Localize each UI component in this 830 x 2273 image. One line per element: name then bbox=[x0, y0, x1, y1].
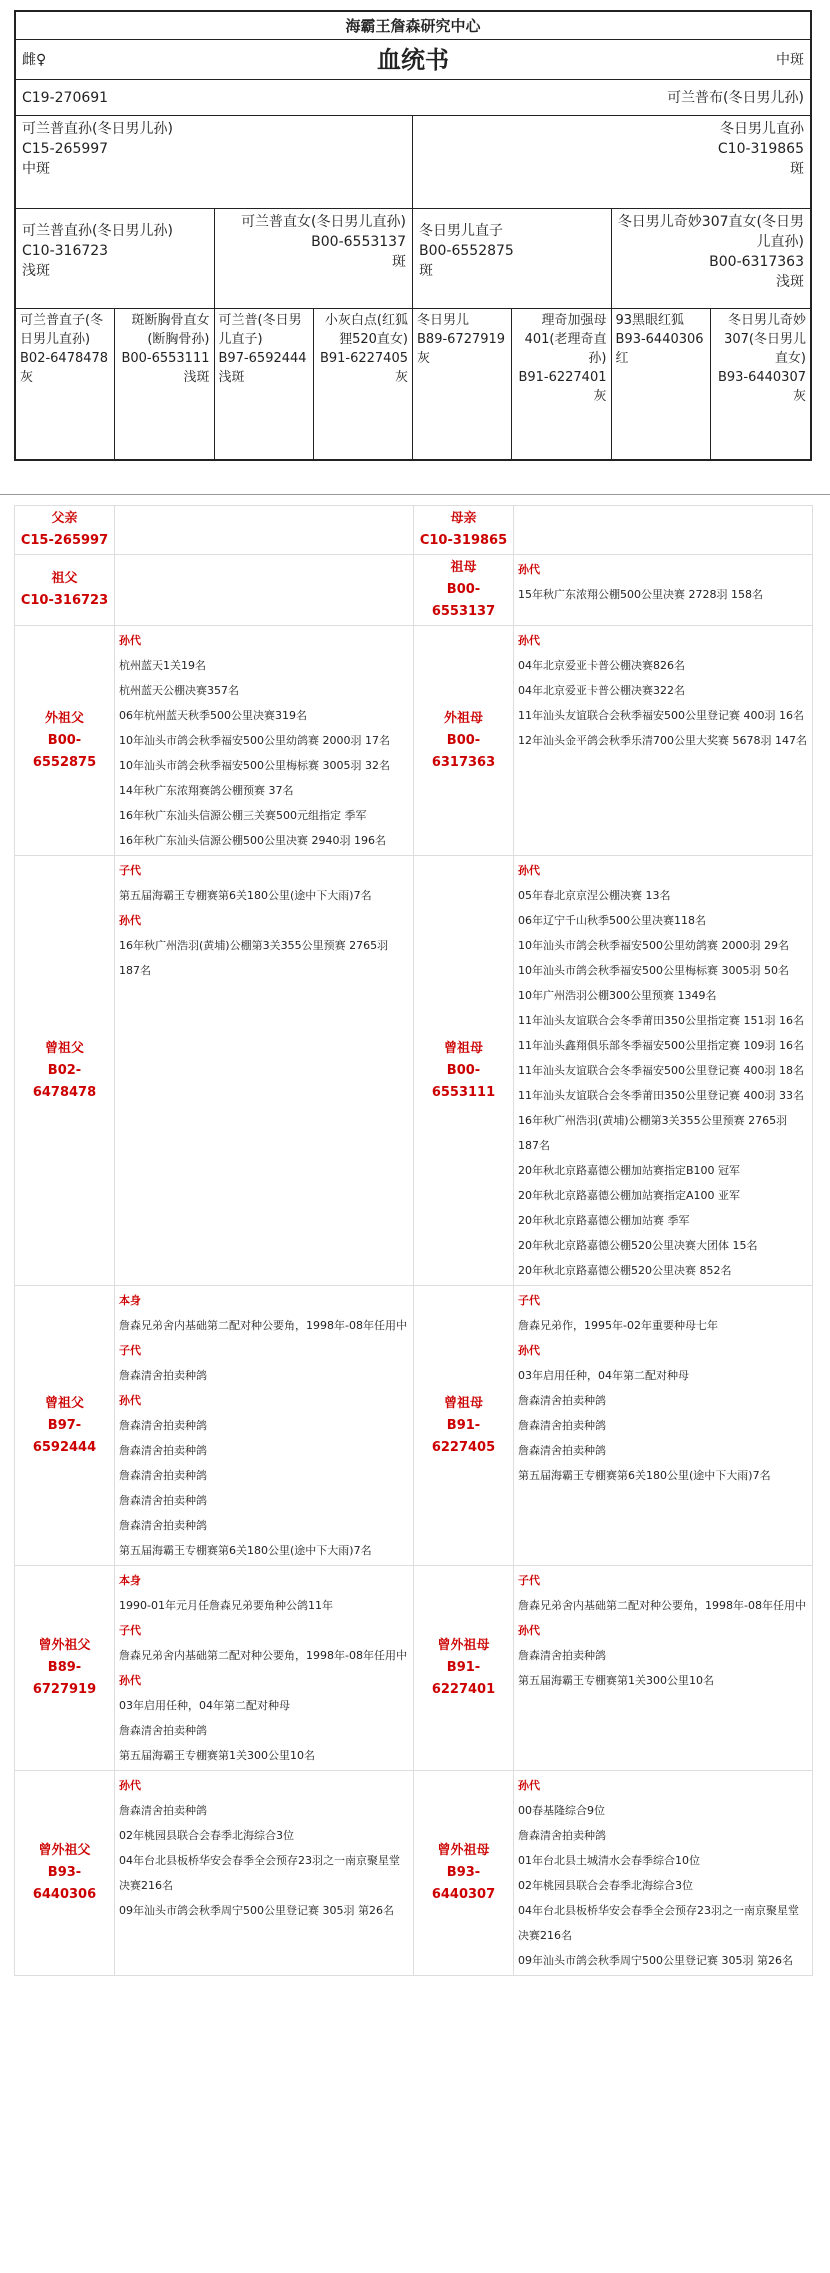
achievement-item: 14年秋广东浓翔赛鸽公棚预赛 37名 bbox=[119, 784, 294, 797]
gen2-cell bbox=[413, 209, 612, 308]
achievement-item: 10年汕头市鸽会秋季福安500公里梅标赛 3005羽 50名 bbox=[518, 964, 789, 977]
ancestor-name: 可兰普直女(冬日男儿直孙) bbox=[241, 214, 406, 230]
gen3-cell bbox=[413, 309, 512, 459]
achievement-item: 16年秋广州浩羽(黄埔)公棚第3关355公里预赛 2765羽 187名 bbox=[119, 939, 389, 977]
ancestor-role: 曾祖父 bbox=[44, 1040, 84, 1056]
achievement-item: 16年秋广州浩羽(黄埔)公棚第3关355公里预赛 2765羽 187名 bbox=[518, 1114, 788, 1152]
achievement-item: 11年汕头友谊联合会秋季福安500公里登记赛 400羽 16名 bbox=[518, 709, 804, 722]
ancestor-color: 灰 bbox=[593, 389, 607, 404]
document-title: 血统书 bbox=[376, 46, 449, 73]
ancestor-ring: B93-6440307 bbox=[431, 1865, 496, 1902]
section-heading: 孙代 bbox=[119, 634, 141, 647]
section-heading: 孙代 bbox=[119, 1394, 141, 1407]
subject-row bbox=[16, 80, 810, 116]
ancestor-label bbox=[414, 856, 514, 1286]
achievement-item: 杭州蓝天1关19名 bbox=[119, 659, 206, 672]
ancestor-ring: B91-6227405 bbox=[319, 351, 408, 366]
achievement-list bbox=[115, 1566, 414, 1771]
gen3-cell bbox=[711, 309, 810, 459]
ancestor-color: 浅斑 bbox=[218, 370, 245, 385]
achievement-item: 09年汕头市鸽会秋季周宁500公里登记赛 305羽 第26名 bbox=[518, 1954, 793, 1967]
gen2-row bbox=[16, 209, 810, 309]
ancestor-label bbox=[15, 856, 115, 1286]
ancestor-label bbox=[15, 506, 115, 555]
ancestor-label bbox=[15, 1286, 115, 1566]
achievement-item: 10年汕头市鸽会秋季福安500公里幼鸽赛 2000羽 17名 bbox=[119, 734, 390, 747]
achievement-item: 詹森清舍拍卖种鸽 bbox=[119, 1519, 207, 1532]
gen3-cell bbox=[215, 309, 314, 459]
achievement-item: 詹森清舍拍卖种鸽 bbox=[119, 1804, 207, 1817]
achievement-item: 第五届海霸王专棚赛第6关180公里(途中下大雨)7名 bbox=[119, 1544, 372, 1557]
ancestor-ring: B93-6440306 bbox=[615, 332, 704, 347]
section-heading: 孙代 bbox=[119, 1674, 141, 1687]
ancestor-ring: B91-6227401 bbox=[431, 1660, 496, 1697]
ancestor-label bbox=[15, 626, 115, 856]
achievement-item: 10年汕头市鸽会秋季福安500公里梅标赛 3005羽 32名 bbox=[119, 759, 390, 772]
ancestor-label bbox=[15, 1566, 115, 1771]
sex-label: 雌♀ bbox=[22, 51, 47, 68]
achievement-item: 11年汕头鑫翔俱乐部冬季福安500公里指定赛 109羽 16名 bbox=[518, 1039, 804, 1052]
org-row bbox=[16, 12, 810, 40]
color-label: 中斑 bbox=[775, 51, 804, 68]
section-heading: 孙代 bbox=[119, 1779, 141, 1792]
section-heading: 孙代 bbox=[518, 563, 540, 576]
ancestor-label bbox=[414, 1286, 514, 1566]
achievement-item: 詹森兄弟舍内基础第二配对种公要角，1998年-08年任用中 bbox=[518, 1599, 806, 1612]
achievement-list bbox=[115, 506, 414, 555]
ancestor-role: 父亲 bbox=[51, 511, 78, 526]
ancestor-role: 曾外祖父 bbox=[38, 1843, 91, 1858]
ancestor-label bbox=[15, 1771, 115, 1976]
ancestor-ring: B00-6553111 bbox=[121, 351, 210, 366]
achievement-item: 05年春北京京涅公棚决赛 13名 bbox=[518, 889, 671, 902]
achievement-item: 詹森清舍拍卖种鸽 bbox=[119, 1494, 207, 1507]
gen3-cell bbox=[16, 309, 115, 459]
section-heading: 子代 bbox=[119, 864, 141, 877]
achievement-item: 01年台北县土城清水会春季综合10位 bbox=[518, 1854, 700, 1867]
achievement-item: 詹森清舍拍卖种鸽 bbox=[518, 1419, 606, 1432]
gen3-cell bbox=[512, 309, 611, 459]
achievement-item: 20年秋北京路嘉德公棚加站赛指定B100 冠军 bbox=[518, 1164, 741, 1177]
achievement-item: 12年汕头金平鸽会秋季乐清700公里大奖赛 5678羽 147名 bbox=[518, 734, 807, 747]
ancestor-role: 祖母 bbox=[450, 560, 477, 575]
achievement-item: 10年广州浩羽公棚300公里预赛 1349名 bbox=[518, 989, 717, 1002]
ancestor-name: 冬日男儿 bbox=[417, 313, 470, 328]
ancestor-role: 曾外祖父 bbox=[38, 1638, 91, 1653]
ancestor-color: 斑 bbox=[419, 263, 433, 279]
ancestor-name: 冬日男儿奇妙307(冬日男儿直女) bbox=[724, 313, 806, 366]
section-heading: 子代 bbox=[119, 1344, 141, 1357]
achievement-list bbox=[514, 1771, 813, 1976]
ancestor-color: 斑 bbox=[392, 254, 406, 270]
detail-row bbox=[15, 555, 813, 626]
ancestor-ring: B02-6478478 bbox=[20, 351, 109, 366]
ancestor-name: 可兰普(冬日男儿直子) bbox=[218, 313, 302, 347]
detail-row bbox=[15, 1286, 813, 1566]
ancestor-name: 93黑眼红狐 bbox=[615, 313, 685, 328]
achievement-item: 詹森清舍拍卖种鸽 bbox=[119, 1444, 207, 1457]
detail-row bbox=[15, 856, 813, 1286]
achievement-item: 04年台北县板桥华安会春季全会预存23羽之一南京聚星堂决赛216名 bbox=[518, 1904, 799, 1942]
ancestor-color: 灰 bbox=[417, 351, 431, 366]
ancestor-name: 冬日男儿奇妙307直女(冬日男儿直孙) bbox=[617, 214, 804, 250]
ancestor-ring: B91-6227401 bbox=[518, 370, 607, 385]
ancestor-ring: B02-6478478 bbox=[32, 1062, 97, 1100]
achievement-item: 第五届海霸王专棚赛第6关180公里(途中下大雨)7名 bbox=[518, 1469, 771, 1482]
achievement-list bbox=[115, 555, 414, 626]
achievement-item: 06年辽宁千山秋季500公里决赛118名 bbox=[518, 914, 706, 927]
achievement-item: 第五届海霸王专棚赛第1关300公里10名 bbox=[119, 1749, 315, 1762]
achievement-item: 11年汕头友谊联合会冬季莆田350公里登记赛 400羽 33名 bbox=[518, 1089, 804, 1102]
ancestor-label bbox=[414, 506, 514, 555]
ancestor-ring: B91-6227405 bbox=[431, 1417, 496, 1455]
achievement-item: 15年秋广东浓翔公棚500公里决赛 2728羽 158名 bbox=[518, 588, 763, 601]
ancestor-ring: B00-6553111 bbox=[431, 1062, 496, 1100]
achievement-item: 第五届海霸王专棚赛第1关300公里10名 bbox=[518, 1674, 714, 1687]
ancestor-role: 曾祖父 bbox=[44, 1395, 84, 1411]
section-heading: 孙代 bbox=[518, 634, 540, 647]
divider bbox=[0, 494, 830, 495]
ancestor-ring: C10-316723 bbox=[20, 593, 109, 608]
gen3-cell bbox=[612, 309, 711, 459]
section-heading: 子代 bbox=[518, 1294, 540, 1307]
ancestor-role: 母亲 bbox=[450, 511, 477, 526]
ancestor-role: 祖父 bbox=[51, 571, 78, 586]
achievement-item: 20年秋北京路嘉德公棚520公里决赛大团体 15名 bbox=[518, 1239, 758, 1252]
subject-name: 可兰普布(冬日男儿孙) bbox=[667, 89, 804, 106]
achievement-item: 詹森清舍拍卖种鸽 bbox=[119, 1369, 207, 1382]
ancestor-color: 灰 bbox=[792, 389, 806, 404]
dam-color: 斑 bbox=[790, 161, 804, 177]
section-heading: 本身 bbox=[119, 1574, 141, 1587]
gen2-cell bbox=[16, 209, 215, 308]
achievement-list bbox=[514, 856, 813, 1286]
ancestor-color: 灰 bbox=[20, 370, 34, 385]
ancestor-label bbox=[414, 626, 514, 856]
detail-row bbox=[15, 1771, 813, 1976]
achievement-item: 00春基隆综合9位 bbox=[518, 1804, 605, 1817]
ancestor-ring: C10-319865 bbox=[419, 533, 508, 548]
achievement-item: 詹森清舍拍卖种鸽 bbox=[518, 1829, 606, 1842]
achievement-item: 03年启用任种，04年第二配对种母 bbox=[518, 1369, 689, 1382]
achievement-item: 20年秋北京路嘉德公棚520公里决赛 852名 bbox=[518, 1264, 732, 1277]
ancestor-ring: B00-6552875 bbox=[419, 243, 514, 259]
section-heading: 孙代 bbox=[518, 1344, 540, 1357]
achievement-item: 09年汕头市鸽会秋季周宁500公里登记赛 305羽 第26名 bbox=[119, 1904, 394, 1917]
achievement-item: 04年北京爱亚卡普公棚决赛322名 bbox=[518, 684, 685, 697]
achievement-list bbox=[514, 626, 813, 856]
ancestor-ring: B00-6317363 bbox=[709, 254, 804, 270]
achievement-item: 1990-01年元月任詹森兄弟要角种公鸽11年 bbox=[119, 1599, 333, 1612]
achievement-item: 20年秋北京路嘉德公棚加站赛指定A100 亚军 bbox=[518, 1189, 741, 1202]
achievement-item: 02年桃园县联合会春季北海综合3位 bbox=[518, 1879, 693, 1892]
sire-cell bbox=[16, 116, 413, 208]
section-heading: 孙代 bbox=[518, 864, 540, 877]
ancestor-role: 曾祖母 bbox=[443, 1395, 483, 1411]
section-heading: 子代 bbox=[119, 1624, 141, 1637]
achievement-list bbox=[514, 1566, 813, 1771]
ancestor-role: 外祖父 bbox=[44, 710, 84, 726]
achievement-item: 第五届海霸王专棚赛第6关180公里(途中下大雨)7名 bbox=[119, 889, 372, 902]
section-heading: 孙代 bbox=[518, 1624, 540, 1637]
org-name: 海霸王詹森研究中心 bbox=[345, 17, 481, 35]
ancestor-role: 曾外祖母 bbox=[437, 1843, 490, 1858]
detail-row bbox=[15, 626, 813, 856]
sire-name: 可兰普直孙(冬日男儿孙) bbox=[22, 121, 173, 137]
ancestor-ring: C15-265997 bbox=[20, 533, 109, 548]
achievement-item: 11年汕头友谊联合会冬季莆田350公里指定赛 151羽 16名 bbox=[518, 1014, 804, 1027]
gen2-cell bbox=[612, 209, 811, 308]
ancestor-role: 曾祖母 bbox=[443, 1040, 483, 1056]
achievement-list bbox=[514, 506, 813, 555]
achievement-item: 杭州蓝天公棚决赛357名 bbox=[119, 684, 239, 697]
ancestor-name: 斑断胸骨直女(断胸骨孙) bbox=[131, 313, 210, 347]
achievement-item: 16年秋广东汕头信源公棚500公里决赛 2940羽 196名 bbox=[119, 834, 386, 847]
achievement-list bbox=[115, 1286, 414, 1566]
achievement-item: 11年汕头友谊联合会冬季福安500公里登记赛 400羽 18名 bbox=[518, 1064, 804, 1077]
achievement-item: 16年秋广东汕头信源公棚三关赛500元组指定 季军 bbox=[119, 809, 367, 822]
gen3-cell bbox=[314, 309, 413, 459]
ancestor-name: 理奇加强母401(老理奇直孙) bbox=[524, 313, 607, 366]
ancestor-color: 浅斑 bbox=[183, 370, 210, 385]
section-heading: 子代 bbox=[518, 1574, 540, 1587]
achievement-item: 詹森清舍拍卖种鸽 bbox=[119, 1469, 207, 1482]
ancestor-name: 冬日男儿直子 bbox=[419, 223, 503, 239]
ancestor-ring: B93-6440306 bbox=[32, 1865, 97, 1902]
achievement-item: 03年启用任种，04年第二配对种母 bbox=[119, 1699, 290, 1712]
achievement-item: 詹森清舍拍卖种鸽 bbox=[119, 1419, 207, 1432]
ancestor-ring: B00-6552875 bbox=[32, 732, 97, 770]
achievement-item: 06年杭州蓝天秋季500公里决赛319名 bbox=[119, 709, 307, 722]
dam-cell bbox=[413, 116, 810, 208]
ancestor-label bbox=[15, 555, 115, 626]
achievement-list bbox=[115, 1771, 414, 1976]
pedigree-chart bbox=[14, 10, 812, 461]
gen1-row bbox=[16, 116, 810, 209]
ancestor-ring: B00-6317363 bbox=[431, 732, 496, 770]
ancestor-ring: B93-6440307 bbox=[717, 370, 806, 385]
detail-row bbox=[15, 506, 813, 555]
dam-ring: C10-319865 bbox=[717, 141, 804, 157]
achievement-list bbox=[514, 1286, 813, 1566]
ancestor-color: 浅斑 bbox=[22, 263, 50, 279]
achievement-item: 詹森清舍拍卖种鸽 bbox=[518, 1649, 606, 1662]
section-heading: 孙代 bbox=[119, 914, 141, 927]
detail-row bbox=[15, 1566, 813, 1771]
ancestor-color: 浅斑 bbox=[776, 274, 804, 290]
ancestor-color: 红 bbox=[615, 351, 629, 366]
ancestor-ring: B00-6553137 bbox=[431, 582, 496, 619]
section-heading: 本身 bbox=[119, 1294, 141, 1307]
ancestor-ring: B00-6553137 bbox=[311, 234, 406, 250]
achievement-item: 詹森清舍拍卖种鸽 bbox=[119, 1724, 207, 1737]
ancestor-label bbox=[414, 1771, 514, 1976]
achievement-item: 04年台北县板桥华安会春季全会预存23羽之一南京聚星堂决赛216名 bbox=[119, 1854, 400, 1892]
ancestor-ring: B97-6592444 bbox=[218, 351, 307, 366]
ancestor-name: 可兰普直孙(冬日男儿孙) bbox=[22, 223, 173, 239]
achievement-item: 詹森兄弟作，1995年-02年重要种母七年 bbox=[518, 1319, 718, 1332]
ancestor-detail-table bbox=[14, 505, 813, 1976]
achievement-item: 02年桃园县联合会春季北海综合3位 bbox=[119, 1829, 294, 1842]
ancestor-name: 小灰白点(红狐狸520直女) bbox=[324, 313, 408, 347]
achievement-item: 20年秋北京路嘉德公棚加站赛 季军 bbox=[518, 1214, 690, 1227]
gen2-cell bbox=[215, 209, 414, 308]
achievement-item: 04年北京爱亚卡普公棚决赛826名 bbox=[518, 659, 685, 672]
gen3-row bbox=[16, 309, 810, 459]
ancestor-ring: B89-6727919 bbox=[32, 1660, 97, 1697]
achievement-item: 詹森清舍拍卖种鸽 bbox=[518, 1444, 606, 1457]
ancestor-ring: B89-6727919 bbox=[417, 332, 506, 347]
achievement-list bbox=[514, 555, 813, 626]
achievement-item: 10年汕头市鸽会秋季福安500公里幼鸽赛 2000羽 29名 bbox=[518, 939, 789, 952]
ancestor-label bbox=[414, 555, 514, 626]
ancestor-name: 可兰普直子(冬日男儿直孙) bbox=[20, 313, 104, 347]
sire-color: 中斑 bbox=[22, 161, 50, 177]
ancestor-label bbox=[414, 1566, 514, 1771]
ancestor-ring: B97-6592444 bbox=[32, 1417, 97, 1455]
subject-ring: C19-270691 bbox=[22, 89, 109, 106]
achievement-item: 詹森兄弟舍内基础第二配对种公要角，1998年-08年任用中 bbox=[119, 1649, 407, 1662]
title-row bbox=[16, 40, 810, 80]
gen3-cell bbox=[115, 309, 214, 459]
achievement-list bbox=[115, 626, 414, 856]
sire-ring: C15-265997 bbox=[22, 141, 109, 157]
achievement-item: 詹森兄弟舍内基础第二配对种公要角，1998年-08年任用中 bbox=[119, 1319, 407, 1332]
ancestor-role: 曾外祖母 bbox=[437, 1638, 490, 1653]
ancestor-role: 外祖母 bbox=[443, 710, 483, 726]
dam-name: 冬日男儿直孙 bbox=[720, 121, 804, 137]
ancestor-ring: C10-316723 bbox=[22, 243, 109, 259]
achievement-item: 詹森清舍拍卖种鸽 bbox=[518, 1394, 606, 1407]
section-heading: 孙代 bbox=[518, 1779, 540, 1792]
ancestor-color: 灰 bbox=[394, 370, 408, 385]
achievement-list bbox=[115, 856, 414, 1286]
